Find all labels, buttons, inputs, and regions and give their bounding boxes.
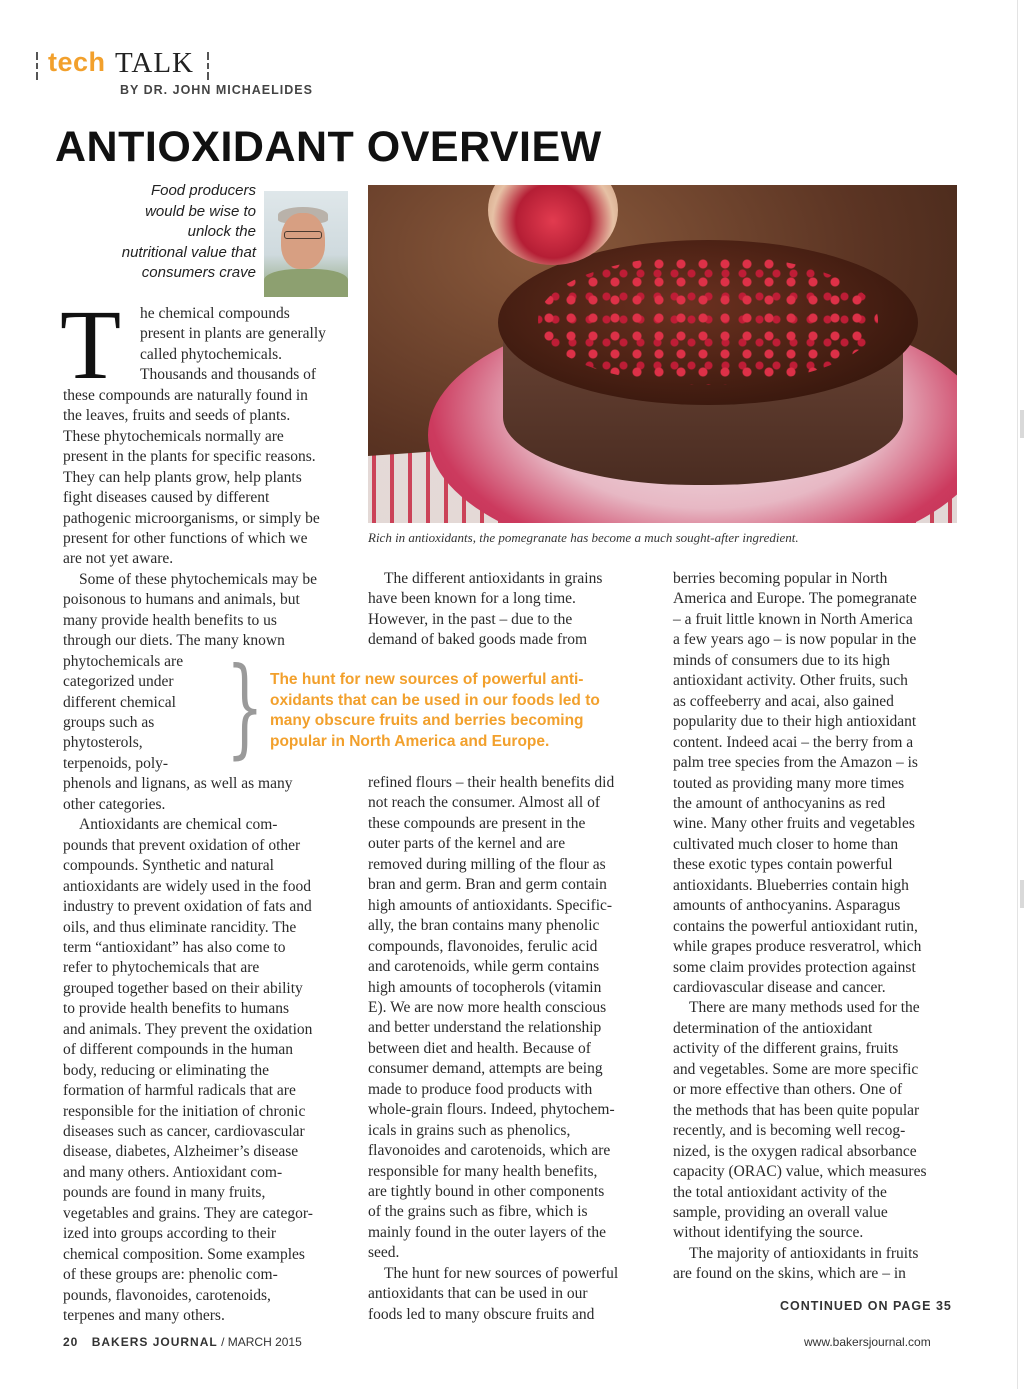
text-line: industry to prevent oxidation of fats and: [63, 898, 312, 916]
text-line: compounds, flavonoides, ferulic acid: [368, 937, 598, 955]
text-line: and many others. Antioxidant com-: [63, 1163, 283, 1181]
text-line: made to produce food products with: [368, 1080, 593, 1098]
text-line: consumer demand, attempts are being: [368, 1060, 603, 1078]
text-line: bran and germ. Bran and germ contain: [368, 876, 607, 894]
text-line: wine. Many other fruits and vegetables: [673, 815, 915, 833]
author-glasses: [284, 231, 322, 239]
pull-quote-brace: }: [226, 645, 264, 770]
text-line: to provide health benefits to humans: [63, 1000, 289, 1018]
text-line: have been known for a long time.: [368, 590, 576, 608]
text-line: ized into groups according to their: [63, 1225, 277, 1243]
text-line: other categories.: [63, 795, 166, 813]
text-line: The hunt for new sources of powerful: [384, 1264, 619, 1282]
headline: ANTIOXIDANT OVERVIEW: [55, 123, 602, 171]
page-edge-tick: [1020, 410, 1024, 438]
photo-caption: Rich in antioxidants, the pomegranate has become a much sought-after ingredient.: [368, 530, 799, 545]
text-line: formation of harmful radicals that are: [63, 1082, 296, 1100]
text-line: are tightly bound in other components: [368, 1183, 605, 1200]
text-line: demand of baked goods made from: [368, 631, 588, 649]
text-line: and carotenoids, while germ contains: [368, 958, 600, 976]
text-line: antioxidants are widely used in the food: [63, 877, 311, 895]
text-line: contains the powerful antioxidant rutin,: [673, 917, 918, 935]
text-line: cultivated much closer to home than: [673, 835, 899, 853]
text-line: without identifying the source.: [673, 1224, 864, 1242]
text-line: America and Europe. The pomegranate: [673, 590, 917, 608]
text-line: antioxidants. Blueberries contain high: [673, 876, 909, 894]
text-line: the total antioxidant activity of the: [673, 1183, 887, 1201]
text-line: antioxidant activity. Other fruits, such: [673, 672, 908, 690]
text-line: body, reducing or eliminating the: [63, 1061, 270, 1079]
text-line: pounds that prevent oxidation of other: [63, 836, 301, 854]
pomegranate-cake-photo: [368, 185, 957, 523]
column-talk-label: TALK: [115, 47, 194, 79]
text-line: grouped together based on their ability: [63, 979, 303, 997]
text-line: The different antioxidants in grains: [384, 570, 603, 587]
column-tech-label: tech: [48, 47, 106, 77]
text-line: There are many methods used for the: [689, 999, 920, 1017]
text-line: nized, is the oxygen radical absorbance: [673, 1142, 917, 1160]
column-mark-left: [36, 52, 38, 80]
text-line: the leaves, fruits and seeds of plants.: [63, 407, 291, 425]
text-line: amounts of anthocyanins. Asparagus: [673, 897, 901, 915]
text-line: through our diets. The many known: [63, 632, 285, 650]
text-line: outer parts of the kernel and are: [368, 835, 566, 853]
continued-note: CONTINUED ON PAGE 35: [780, 1299, 952, 1313]
text-line: oils, and thus eliminate rancidity. The: [63, 918, 297, 936]
text-line: some claim provides protection against: [673, 958, 916, 976]
text-line: these compounds are present in the: [368, 814, 586, 832]
text-line: – a fruit little known in North America: [673, 610, 913, 628]
pull-quote-line: many obscure fruits and berries becoming: [270, 712, 584, 729]
footer-url: www.bakersjournal.com: [804, 1335, 931, 1349]
drop-cap: T: [60, 289, 122, 400]
text-line: as coffeeberry and acai, also gained: [673, 692, 894, 710]
text-line: responsible for many health benefits,: [368, 1162, 598, 1180]
column-mark-right: [207, 52, 209, 80]
text-line: Some of these phytochemicals may be: [79, 570, 318, 588]
text-line: of the grains such as fibre, which is: [368, 1203, 588, 1221]
text-line: pounds, flavonoides, carotenoids,: [63, 1286, 271, 1304]
text-line: foods led to many obscure fruits and: [368, 1305, 595, 1323]
author-face: [281, 213, 325, 269]
photo-pomegranate-seeds: [538, 255, 878, 385]
text-line: and animals. They prevent the oxidation: [63, 1020, 313, 1038]
text-line: present in plants are generally: [140, 325, 326, 343]
text-line: pounds are found in many fruits,: [63, 1184, 266, 1202]
text-line: icals in grains such as phenolics,: [368, 1121, 571, 1139]
deck-line: would be wise to: [145, 202, 256, 220]
text-line: terpenoids, poly-: [63, 754, 169, 772]
text-line: sample, providing an overall value: [673, 1203, 888, 1221]
text-line: pathogenic microorganisms, or simply be: [63, 509, 320, 527]
text-line: while grapes produce resveratrol, which: [673, 938, 922, 956]
text-line: poisonous to humans and animals, but: [63, 591, 300, 609]
text-line: They can help plants grow, help plants: [63, 468, 302, 486]
text-line: chemical composition. Some examples: [63, 1245, 305, 1263]
page-edge-rule: [1017, 0, 1018, 1389]
text-line: disease, diabetes, Alzheimer’s disease: [63, 1143, 299, 1161]
text-line: recently, and is becoming well recog-: [673, 1122, 906, 1140]
text-line: of different compounds in the human: [63, 1041, 294, 1059]
text-line: activity of the different grains, fruits: [673, 1040, 899, 1058]
text-line: phytosterols,: [63, 734, 143, 752]
text-line: mainly found in the outer layers of the: [368, 1223, 607, 1241]
byline: BY DR. JOHN MICHAELIDES: [120, 83, 313, 97]
text-line: called phytochemicals.: [140, 345, 283, 363]
text-line: these compounds are naturally found in: [63, 386, 308, 404]
text-line: refined flours – their health benefits did: [368, 774, 615, 791]
text-line: responsible for the initiation of chronic: [63, 1102, 306, 1120]
text-line: many provide health benefits to us: [63, 611, 277, 629]
author-photo: [264, 191, 348, 297]
text-line: whole-grain flours. Indeed, phytochem-: [368, 1101, 615, 1119]
text-line: high amounts of antioxidants. Specific-: [368, 896, 613, 914]
text-line: of these groups are: phenolic com-: [63, 1266, 278, 1284]
text-line: Thousands and thousands of: [140, 366, 317, 384]
text-line: ally, the bran contains many phenolic: [368, 917, 600, 935]
text-line: berries becoming popular in North: [673, 570, 888, 587]
text-line: terpenes and many others.: [63, 1307, 225, 1325]
text-line: these exotic types contain powerful: [673, 856, 893, 874]
text-line: are found on the skins, which are – in: [673, 1265, 906, 1283]
text-line: phytochemicals are: [63, 652, 184, 670]
text-line: vegetables and grains. They are categor-: [63, 1204, 313, 1222]
author-shirt: [264, 269, 348, 297]
footer-page-number: 20: [63, 1335, 79, 1349]
text-line: he chemical compounds: [140, 305, 290, 322]
deck-line: unlock the: [187, 223, 256, 240]
deck-line: nutritional value that: [121, 243, 256, 261]
text-line: present for other functions of which we: [63, 529, 308, 547]
text-line: However, in the past – due to the: [368, 610, 573, 628]
text-line: E). We are now more health conscious: [368, 998, 607, 1016]
text-line: antioxidants that can be used in our: [368, 1285, 588, 1303]
text-line: The majority of antioxidants in fruits: [689, 1244, 919, 1262]
text-line: capacity (ORAC) value, which measures: [673, 1163, 927, 1181]
footer-magazine: BAKERS JOURNAL: [91, 1335, 218, 1349]
text-line: high amounts of tocopherols (vitamin: [368, 978, 602, 996]
text-line: flavonoides and carotenoids, which are: [368, 1142, 611, 1160]
pull-quote-line: The hunt for new sources of powerful anti-: [270, 671, 584, 688]
text-line: touted as providing many more times: [673, 774, 905, 792]
text-line: determination of the antioxidant: [673, 1019, 873, 1037]
text-line: diseases such as cancer, cardiovascular: [63, 1123, 305, 1140]
text-line: a few years ago – is now popular in the: [673, 631, 917, 649]
pull-quote-line: popular in North America and Europe.: [270, 732, 550, 750]
deck-line: Food producers: [150, 182, 256, 199]
deck: [70, 181, 256, 284]
footer-folio: [63, 1335, 302, 1349]
text-line: different chemical: [63, 693, 176, 711]
text-line: the methods that has been quite popular: [673, 1101, 920, 1119]
pull-quote-line: oxidants that can be used in our foods led to: [270, 691, 600, 709]
text-line: and better understand the relationship: [368, 1019, 602, 1037]
text-line: Antioxidants are chemical com-: [79, 816, 278, 834]
text-line: between diet and health. Because of: [368, 1039, 591, 1057]
text-line: These phytochemicals normally are: [63, 427, 284, 445]
text-line: refer to phytochemicals that are: [63, 959, 260, 977]
text-line: present in the plants for specific reasons.: [63, 448, 316, 466]
text-line: cardiovascular disease and cancer.: [673, 979, 886, 996]
text-line: not reach the consumer. Almost all of: [368, 794, 601, 812]
text-line: compounds. Synthetic and natural: [63, 857, 274, 875]
deck-line: consumers crave: [141, 264, 256, 281]
page-edge-tick: [1020, 880, 1024, 908]
text-line: seed.: [368, 1244, 400, 1262]
footer-issue: / MARCH 2015: [221, 1335, 302, 1349]
text-line: term “antioxidant” has also come to: [63, 938, 286, 956]
text-line: removed during milling of the flour as: [368, 855, 606, 873]
text-line: minds of consumers due to its high: [673, 651, 890, 669]
text-line: categorized under: [63, 673, 174, 691]
text-line: phenols and lignans, as well as many: [63, 775, 293, 793]
text-line: the amount of anthocyanins as red: [673, 794, 886, 812]
text-line: palm tree species from the Amazon – is: [673, 754, 918, 772]
text-line: popularity due to their high antioxidant: [673, 713, 917, 731]
text-line: groups such as: [63, 714, 155, 731]
text-line: or more effective than others. One of: [673, 1081, 903, 1099]
text-line: content. Indeed acai – the berry from a: [673, 733, 914, 751]
text-line: fight diseases caused by different: [63, 489, 270, 507]
text-line: are not yet aware.: [63, 550, 174, 568]
text-line: and vegetables. Some are more specific: [673, 1060, 919, 1078]
